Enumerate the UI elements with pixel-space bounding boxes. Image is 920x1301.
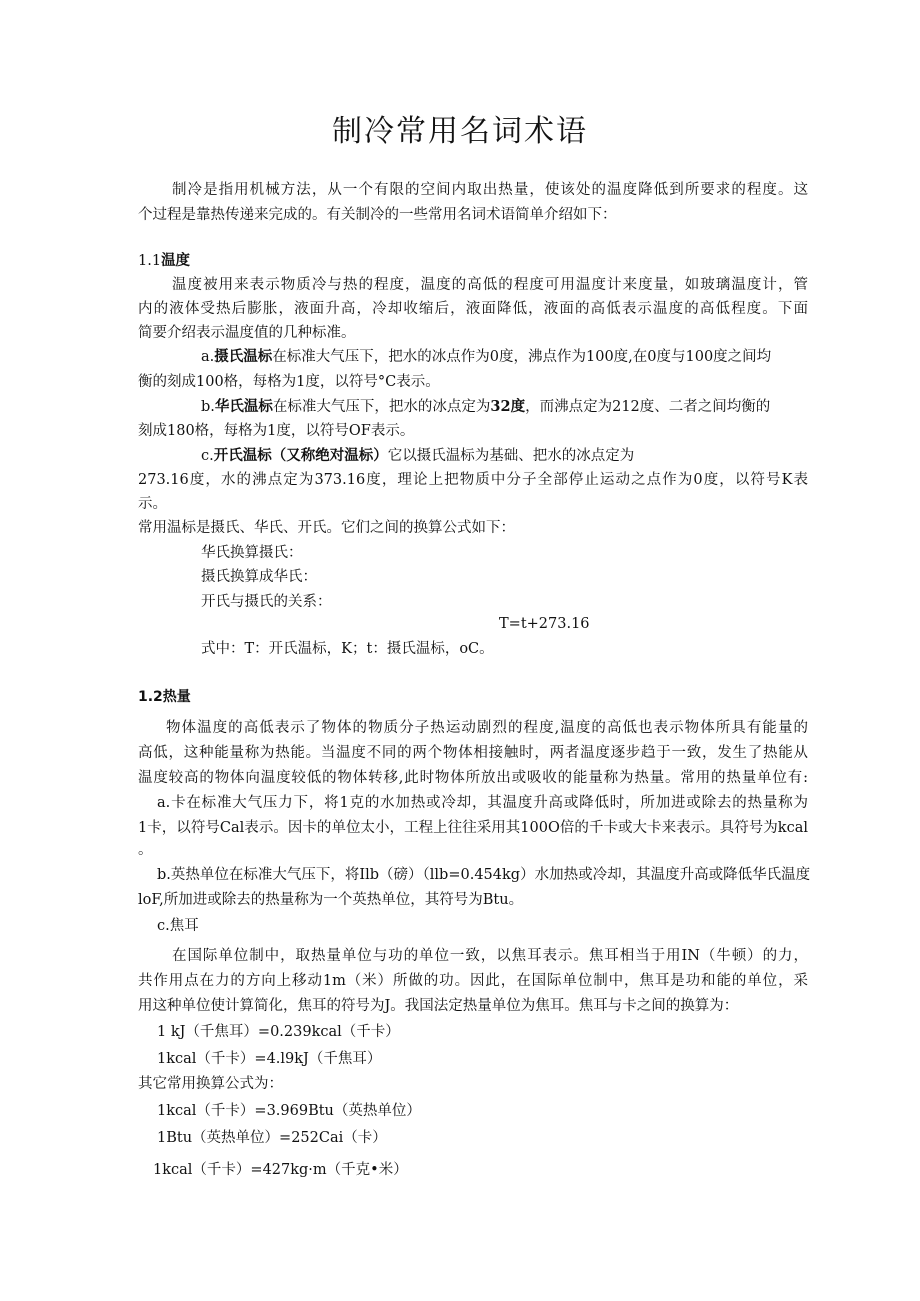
c-to-f-label: 摄氏换算成华氏： [201, 569, 317, 585]
kelvin-text: 它以摄氏温标为基础、把水的冰点定为 [387, 448, 635, 464]
celsius-term: 摄氏温标 [214, 348, 273, 365]
heat-para-line-1: 物体温度的高低表示了物体的物质分子热运动剧烈的程度,温度的高低也表示物体所具有能量的 [166, 720, 808, 736]
intro-line-2: 个过程是靠热传递来完成的。有关制冷的一些常用名词术语简单介绍如下： [138, 207, 617, 223]
fahrenheit-text-a: 在标准大气压下，把水的冰点定为 [272, 399, 491, 415]
temp-para-line-2: 内的液体受热后膨胀，液面升高，冷却收缩后，液面降低，液面的高低表示温度的高低程度。下面 [138, 301, 808, 317]
calorie-line-2: 1卡，以符号Cal表示。因卡的单位太小，工程上往往采用其100O倍的千卡或大卡来表示。具符号为kcal [138, 820, 808, 836]
calorie-line-1: a.卡在标准大气压力下，将1克的水加热或冷却，其温度升高或降低时，所加进或除去的热量称为 [157, 795, 808, 811]
eq-kcal-kgm: 1kcal（千卡）=427kg·m（千克•米） [153, 1162, 408, 1178]
fahrenheit-freezing: 32度 [490, 398, 526, 415]
heat-para-line-3: 温度较高的物体向温度较低的物体转移,此时物体所放出或吸收的能量称为热量。常用的热量单位有: [138, 770, 808, 786]
heat-para-line-2: 高低，这种能量称为热能。当温度不同的两个物体相接触时，两者温度逐步趋于一致，发生了热能从 [138, 745, 808, 761]
btu-line-2: loF,所加进或除去的热量称为一个英热单位，其符号为Btu。 [138, 892, 524, 908]
kelvin-line-1 [201, 446, 634, 466]
kelvin-formula: T=t+273.16 [499, 616, 590, 632]
section-1-2-heading: 1.2热量 [138, 689, 191, 705]
fahrenheit-text-b: ，而沸点定为212度、二者之间均衡的 [525, 399, 771, 415]
celsius-text: 在标准大气压下，把水的冰点作为0度，沸点作为100度,在0度与100度之间均 [272, 349, 772, 365]
other-conversions-intro: 其它常用换算公式为： [138, 1076, 283, 1092]
k-c-relation-label: 开氏与摄氏的关系： [201, 594, 332, 610]
section-1-1-heading [138, 251, 190, 271]
formula-legend: 式中：T：开氏温标，K；t：摄氏温标，oC。 [201, 641, 494, 657]
eq-kcal-kj: 1kcal（千卡）=4.l9kJ（千焦耳） [157, 1051, 382, 1067]
intro-line-1: 制冷是指用机械方法，从一个有限的空间内取出热量，使该处的温度降低到所要求的程度。这 [172, 182, 808, 198]
celsius-line-2: 衡的刻成100格，每格为1度，以符号°C表示。 [138, 374, 440, 390]
celsius-prefix: a. [201, 349, 215, 365]
kelvin-prefix: c. [201, 448, 214, 464]
eq-btu-cal: 1Btu（英热单位）=252Cai（卡） [157, 1130, 387, 1146]
fahrenheit-line-1 [201, 397, 808, 417]
eq-kcal-btu: 1kcal（千卡）=3.969Btu（英热单位） [157, 1103, 421, 1119]
page-title: 制冷常用名词术语 [332, 114, 588, 149]
f-to-c-label: 华氏换算摄氏： [201, 545, 303, 561]
temp-para-line-1: 温度被用来表示物质冷与热的程度，温度的高低的程度可用温度计来度量，如玻璃温度计，管 [172, 277, 808, 293]
fahrenheit-prefix: b. [201, 399, 215, 415]
kelvin-term: 开氏温标（又称绝对温标） [213, 447, 388, 464]
joule-para-line-2: 共作用点在力的方向上移动1m（米）所做的功。因此，在国际单位制中，焦耳是功和能的单位，采 [138, 973, 808, 989]
eq-kj-kcal: 1 kJ（千焦耳）=0.239kcal（千卡） [157, 1024, 400, 1040]
joule-para-line-1: 在国际单位制中，取热量单位与功的单位一致，以焦耳表示。焦耳相当于用IN（牛顿）的力， [172, 948, 808, 964]
fahrenheit-term: 华氏温标 [214, 398, 273, 415]
section-number: 1.1 [138, 253, 162, 269]
conversion-intro: 常用温标是摄氏、华氏、开氏。它们之间的换算公式如下： [138, 520, 515, 536]
calorie-line-3: 。 [138, 842, 153, 858]
kelvin-line-2: 273.16度，水的沸点定为373.16度，理论上把物质中分子全部停止运动之点作为0度，以符号K表 [138, 472, 808, 488]
btu-line-1: b.英热单位在标准大气压下，将Ilb（磅）（llb=0.454kg）水加热或冷却，其温度升高或降低华氏温度 [157, 867, 811, 883]
joule-label: c.焦耳 [157, 918, 199, 934]
temp-para-line-3: 简要介绍表示温度值的几种标准。 [138, 325, 356, 341]
fahrenheit-line-2: 刻成180格，每格为1度，以符号OF表示。 [138, 423, 415, 439]
joule-para-line-3: 用这种单位使计算简化，焦耳的符号为J。我国法定热量单位为焦耳。焦耳与卡之间的换算为： [138, 998, 739, 1014]
celsius-line-1 [201, 347, 808, 367]
kelvin-line-3: 示。 [138, 496, 167, 512]
section-title: 温度 [161, 252, 191, 269]
